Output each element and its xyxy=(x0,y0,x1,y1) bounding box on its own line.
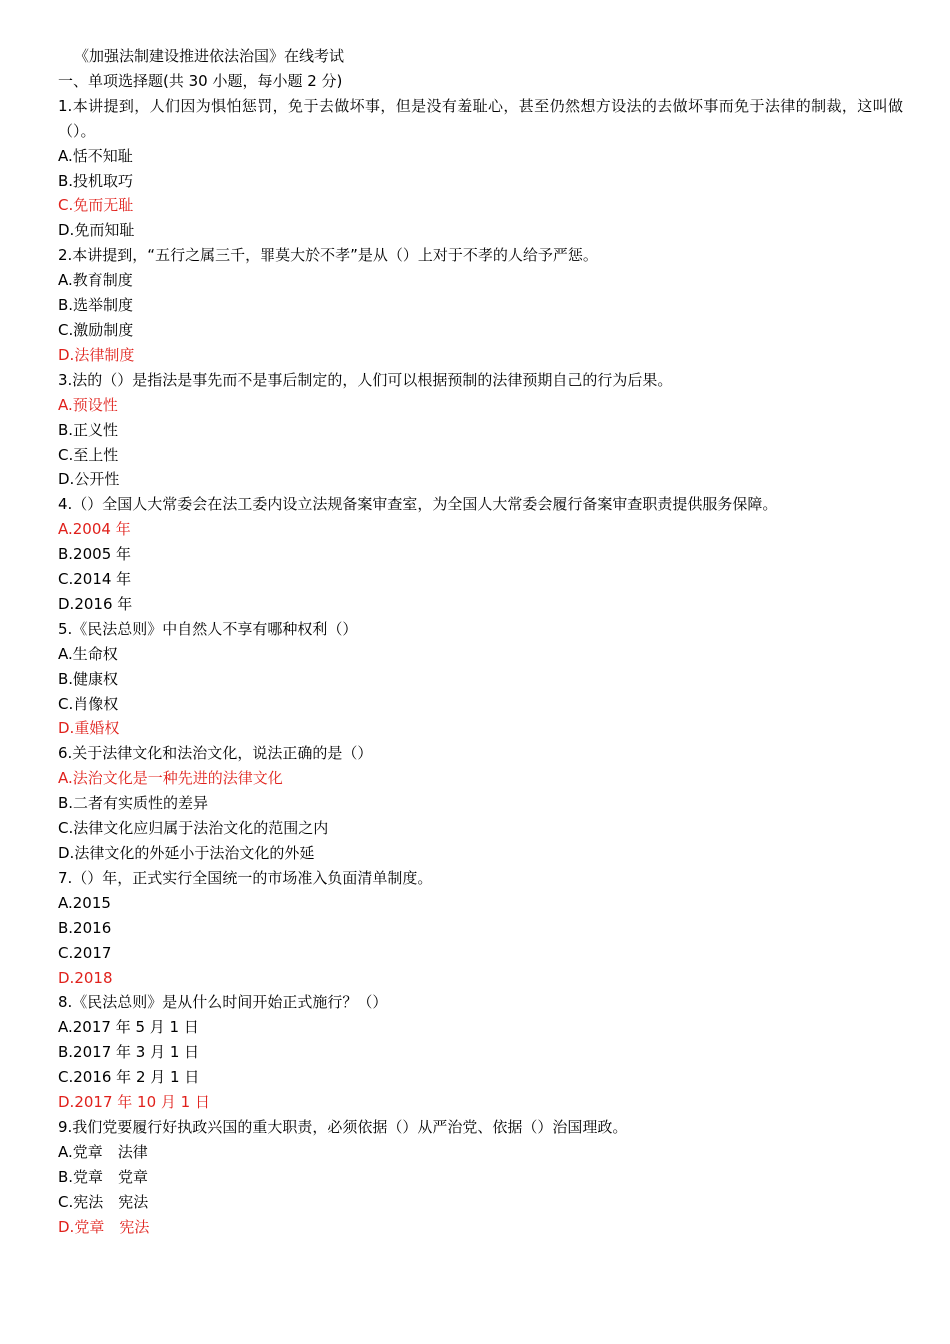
answer-option: D.2016 年 xyxy=(58,594,133,613)
question-stem: 4.（）全国人大常委会在法工委内设立法规备案审查室，为全国人大常委会履行备案审查职责提供服务保障。 xyxy=(58,495,778,514)
answer-option-correct: C.免而无耻 xyxy=(58,196,134,215)
question-block xyxy=(58,492,903,617)
question-block xyxy=(58,1115,903,1240)
answer-option: A.2017 年 5 月 1 日 xyxy=(58,1018,199,1037)
answer-option: B.党章 党章 xyxy=(58,1167,149,1186)
answer-option: A.教育制度 xyxy=(58,271,133,290)
question-block xyxy=(58,741,903,866)
question-block xyxy=(58,866,903,991)
question-stem: 8.《民法总则》是从什么时间开始正式施行？（） xyxy=(58,993,388,1012)
answer-option: C.至上性 xyxy=(58,445,119,464)
question-stem: 1.本讲提到，人们因为惧怕惩罚，免于去做坏事，但是没有羞耻心，甚至仍然想方设法的去做坏事而免于法律的制裁，这叫做（）。 xyxy=(58,96,903,140)
answer-option-correct: D.法律制度 xyxy=(58,345,135,364)
answer-option-correct: D.2018 xyxy=(58,968,113,987)
answer-option: C.肖像权 xyxy=(58,694,119,713)
answer-option-correct: D.党章 宪法 xyxy=(58,1217,150,1236)
exam-title: 《加强法制建设推进依法治国》在线考试 xyxy=(74,47,345,65)
answer-option-correct: D.2017 年 10 月 1 日 xyxy=(58,1093,210,1112)
answer-option: A.2015 xyxy=(58,893,111,912)
answer-option: C.激励制度 xyxy=(58,320,134,339)
answer-option-correct: A.预设性 xyxy=(58,395,118,414)
answer-option-correct: A.法治文化是一种先进的法律文化 xyxy=(58,769,283,788)
answer-option: B.2005 年 xyxy=(58,545,132,564)
question-stem: 3.法的（）是指法是事先而不是事后制定的，人们可以根据预制的法律预期自己的行为后果。 xyxy=(58,370,673,389)
question-stem: 6.关于法律文化和法治文化，说法正确的是（） xyxy=(58,744,373,763)
answer-option: B.二者有实质性的差异 xyxy=(58,794,209,813)
answer-option: B.2017 年 3 月 1 日 xyxy=(58,1043,200,1062)
answer-option: B.2016 xyxy=(58,918,112,937)
question-list xyxy=(58,94,903,1240)
answer-option: C.法律文化应归属于法治文化的范围之内 xyxy=(58,819,329,838)
answer-option: B.投机取巧 xyxy=(58,171,134,190)
answer-option: C.2017 xyxy=(58,943,112,962)
answer-option: C.宪法 宪法 xyxy=(58,1192,149,1211)
question-stem: 7.（）年，正式实行全国统一的市场准入负面清单制度。 xyxy=(58,868,433,887)
section-heading: 一、单项选择题(共 30 小题，每小题 2 分) xyxy=(58,71,343,90)
answer-option: B.选举制度 xyxy=(58,296,134,315)
question-block xyxy=(58,617,903,742)
answer-option: C.2016 年 2 月 1 日 xyxy=(58,1068,200,1087)
exam-document xyxy=(58,44,903,1240)
answer-option: C.2014 年 xyxy=(58,570,132,589)
question-stem: 2.本讲提到，“五行之属三千，罪莫大於不孝”是从（）上对于不孝的人给予严惩。 xyxy=(58,246,598,265)
question-block xyxy=(58,368,903,493)
question-block xyxy=(58,243,903,368)
question-stem: 9.我们党要履行好执政兴国的重大职责，必须依据（）从严治党、依据（）治国理政。 xyxy=(58,1117,628,1136)
answer-option: A.生命权 xyxy=(58,644,118,663)
answer-option: D.法律文化的外延小于法治文化的外延 xyxy=(58,844,315,862)
answer-option: A.恬不知耻 xyxy=(58,146,133,165)
answer-option: B.正义性 xyxy=(58,420,119,439)
answer-option: D.公开性 xyxy=(58,470,120,489)
question-stem: 5.《民法总则》中自然人不享有哪种权利（） xyxy=(58,619,358,638)
answer-option: A.党章 法律 xyxy=(58,1142,148,1161)
answer-option: B.健康权 xyxy=(58,669,119,688)
answer-option-correct: D.重婚权 xyxy=(58,719,120,738)
question-block xyxy=(58,94,903,243)
answer-option: D.免而知耻 xyxy=(58,221,135,240)
answer-option-correct: A.2004 年 xyxy=(58,520,131,539)
question-block xyxy=(58,990,903,1115)
